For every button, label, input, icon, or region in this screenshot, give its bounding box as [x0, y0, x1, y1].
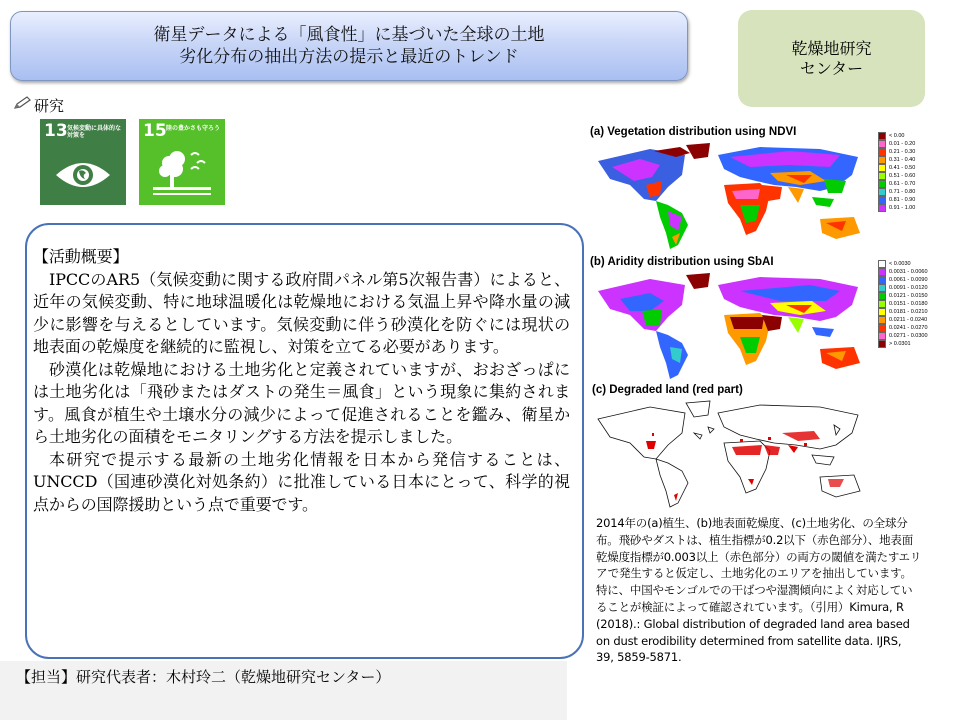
- legend-label: 0.0241 - 0.0270: [889, 325, 928, 331]
- legend-label: 0.0211 - 0.0240: [889, 317, 928, 323]
- legend-swatch: [878, 340, 886, 348]
- legend-row: [878, 300, 928, 308]
- page-title: [10, 11, 688, 81]
- legend-row: [878, 324, 928, 332]
- legend-label: 0.61 - 0.70: [889, 181, 916, 187]
- legend-swatch: [878, 172, 886, 180]
- sdg-15-number: 15: [143, 121, 167, 141]
- panel-a-title: (a) Vegetation distribution using NDVI: [590, 126, 797, 138]
- legend-row: [878, 268, 928, 276]
- legend-row: [878, 156, 915, 164]
- legend-swatch: [878, 316, 886, 324]
- summary-paragraph: 砂漠化は乾燥地における土地劣化と定義されていますが、おおざっぱには土地劣化は「飛砂またはダストの発生＝風食」という現象に集約されます。風食が植生や土壌水分の減少によって促進されることを鑑み、衛星から土地劣化の面積をモニタリングする方法を提示しました。: [33, 359, 570, 446]
- legend-swatch: [878, 324, 886, 332]
- legend-label: 0.31 - 0.40: [889, 157, 916, 163]
- legend-swatch: [878, 292, 886, 300]
- legend-swatch: [878, 188, 886, 196]
- ndvi-world-map: [590, 141, 875, 253]
- legend-row: [878, 308, 928, 316]
- legend-swatch: [878, 196, 886, 204]
- legend-label: > 0.0301: [889, 341, 911, 347]
- legend-label: 0.0181 - 0.0210: [889, 309, 928, 315]
- category-label: 研究: [34, 96, 65, 115]
- legend-label: 0.41 - 0.50: [889, 165, 916, 171]
- sbai-legend: [878, 260, 928, 348]
- sdg-13-badge: [40, 119, 126, 205]
- legend-row: [878, 140, 915, 148]
- legend-label: 0.0061 - 0.0090: [889, 277, 928, 283]
- legend-label: 0.51 - 0.60: [889, 173, 916, 179]
- legend-label: < 0.0030: [889, 261, 911, 267]
- legend-label: < 0.00: [889, 133, 905, 139]
- legend-row: [878, 340, 928, 348]
- degraded-land-map: [590, 399, 875, 511]
- legend-row: [878, 164, 915, 172]
- eye-globe-icon: [40, 119, 126, 205]
- legend-swatch: [878, 332, 886, 340]
- legend-swatch: [878, 276, 886, 284]
- legend-swatch: [878, 308, 886, 316]
- sdg-13-label: 気候変動に具体的な対策を: [67, 125, 122, 139]
- center-line-1: 乾燥地研究: [791, 38, 872, 58]
- caption-text: 2014年の(a)植生、(b)地表面乾燥度、(c)土地劣化、の全球分布。飛砂やダストは、植生指標が0.2以下（赤色部分）、地表面乾燥度指標が0.003以上（赤色部分）の両方の閾値を満たすエリアで発生すると仮定し、土地劣化のエリアを抽出しています。特に、中国やモンゴルでの干ばつや湿潤傾向によく対応していることが検証によって確認されています。（引用）Kimura, R (2018).: Global distribution of degraded land area based on dust erodibility determined from satellite data. IJRS, 39, 5859-5871.: [596, 516, 922, 665]
- legend-label: 0.21 - 0.30: [889, 149, 916, 155]
- summary-heading: 【活動概要】: [33, 247, 129, 266]
- legend-row: [878, 132, 915, 140]
- legend-row: [878, 180, 915, 188]
- title-line-1: 衛星データによる「風食性」に基づいた全球の土地: [153, 25, 545, 45]
- legend-swatch: [878, 204, 886, 212]
- legend-row: [878, 316, 928, 324]
- legend-label: 0.81 - 0.90: [889, 197, 916, 203]
- legend-row: [878, 284, 928, 292]
- legend-swatch: [878, 164, 886, 172]
- legend-swatch: [878, 156, 886, 164]
- figure-caption: [596, 515, 922, 666]
- legend-swatch: [878, 300, 886, 308]
- title-line-2: 劣化分布の抽出方法の提示と最近のトレンド: [179, 47, 519, 67]
- legend-label: 0.71 - 0.80: [889, 189, 916, 195]
- sdg-15-badge: [139, 119, 225, 205]
- legend-label: 0.0271 - 0.0300: [889, 333, 928, 339]
- legend-swatch: [878, 148, 886, 156]
- category-tag: [14, 96, 64, 115]
- legend-label: 0.01 - 0.20: [889, 141, 916, 147]
- legend-swatch: [878, 140, 886, 148]
- legend-row: [878, 196, 915, 204]
- legend-label: 0.0091 - 0.0120: [889, 285, 928, 291]
- legend-label: 0.0031 - 0.0060: [889, 269, 928, 275]
- center-line-2: センター: [799, 58, 864, 78]
- legend-swatch: [878, 180, 886, 188]
- legend-swatch: [878, 268, 886, 276]
- sdg-15-label: 陸の豊かさも守ろう: [166, 125, 221, 132]
- ndvi-legend: [878, 132, 915, 212]
- aridity-world-map: [590, 271, 875, 383]
- legend-row: [878, 292, 928, 300]
- legend-swatch: [878, 132, 886, 140]
- legend-row: [878, 204, 915, 212]
- legend-label: 0.0121 - 0.0150: [889, 293, 928, 299]
- summary-paragraph: 本研究で提示する最新の土地劣化情報を日本から発信することは、UNCCD（国連砂漠化対処条約）に批准している日本にとって、科学的視点からの国際援助という点で重要です。: [33, 449, 570, 514]
- research-center-box: [738, 10, 925, 107]
- legend-row: [878, 332, 928, 340]
- sdg-13-number: 13: [44, 121, 68, 141]
- contact-text: 【担当】研究代表者：木村玲二（乾燥地研究センター）: [16, 668, 391, 686]
- legend-label: 0.91 - 1.00: [889, 205, 916, 211]
- legend-swatch: [878, 284, 886, 292]
- panel-c-title: (c) Degraded land (red part): [592, 384, 743, 396]
- panel-b-title: (b) Aridity distribution using SbAI: [590, 256, 774, 268]
- legend-label: 0.0151 - 0.0180: [889, 301, 928, 307]
- legend-swatch: [878, 260, 886, 268]
- legend-row: [878, 148, 915, 156]
- tree-birds-icon: [139, 119, 225, 205]
- activity-summary: [33, 246, 570, 516]
- legend-row: [878, 276, 928, 284]
- legend-row: [878, 188, 915, 196]
- pencil-icon: [14, 96, 32, 115]
- legend-row: [878, 260, 928, 268]
- legend-row: [878, 172, 915, 180]
- summary-paragraph: IPCCのAR5（気候変動に関する政府間パネル第5次報告書）によると、近年の気候変動、特に地球温暖化は乾燥地における気温上昇や降水量の減少に影響を与えるとしています。気候変動に伴う砂漠化を防ぐには現状の地表面の乾燥度を継続的に監視し、対策を立てる必要があります。: [33, 269, 570, 356]
